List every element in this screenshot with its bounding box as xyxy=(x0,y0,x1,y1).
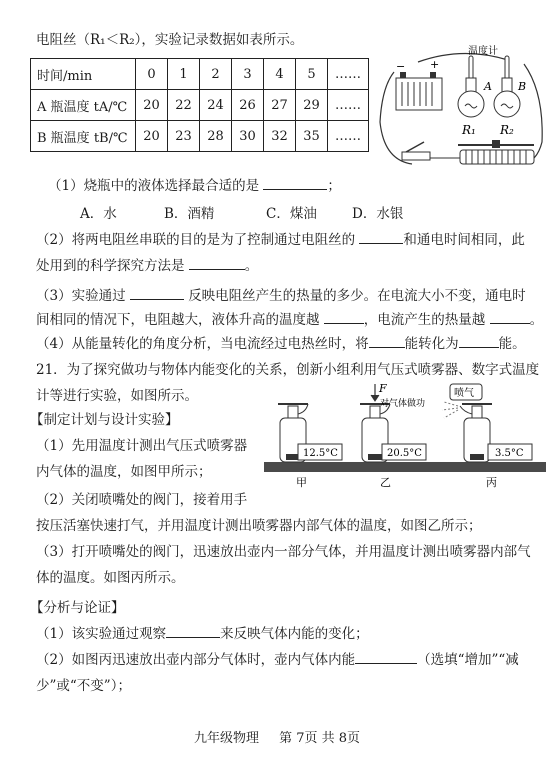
table-cell: 0 xyxy=(136,59,168,90)
page-footer xyxy=(0,727,554,746)
q21-analysis-2-a: （2）如图丙迅速放出壶内部分气体时，壶内气体内能 xyxy=(36,652,356,668)
table-cell: 20 xyxy=(136,90,168,121)
answer-blank[interactable] xyxy=(369,335,405,348)
answer-blank[interactable] xyxy=(166,625,220,638)
table-cell: …… xyxy=(328,90,369,121)
battery-icon xyxy=(396,72,442,110)
table-cell: B 瓶温度 tB/℃ xyxy=(31,121,136,152)
flask-a-label: A xyxy=(484,80,492,93)
q20-part3-text-a: （3）实验通过 xyxy=(36,288,126,304)
table-cell: 24 xyxy=(200,90,232,121)
table-cell: 23 xyxy=(168,121,200,152)
table-cell: …… xyxy=(328,121,369,152)
caption-yi: 乙 xyxy=(380,476,391,489)
table-cell: 1 xyxy=(168,59,200,90)
temp-jia: 12.5°C xyxy=(303,448,338,459)
table-header-row xyxy=(31,59,369,90)
q21-section-analysis: 【分析与论证】 xyxy=(30,600,125,616)
q20-part2-text: （2）将两电阻丝串联的目的是为了控制通过电阻丝的 xyxy=(36,232,356,248)
record-table xyxy=(30,58,369,152)
answer-blank[interactable] xyxy=(355,651,417,664)
spray-icon xyxy=(442,402,458,418)
q20-part2-line2-end: 。 xyxy=(244,258,259,274)
choice-b[interactable]: B．酒精 xyxy=(164,206,215,222)
table-cell: 35 xyxy=(296,121,328,152)
choice-d[interactable]: D．水银 xyxy=(352,206,404,222)
q20-part3-text-b: 反映电阻丝产生的热量的多少。在电流大小不变，通电时 xyxy=(188,288,526,304)
q20-part3-line2-end: 。 xyxy=(529,312,544,328)
q20-part2-line1 xyxy=(36,228,525,248)
table-cell: A 瓶温度 tA/℃ xyxy=(31,90,136,121)
caption-bing: 丙 xyxy=(486,476,497,489)
q20-part2-line2 xyxy=(36,254,258,274)
flask-a-icon xyxy=(458,78,484,117)
flask-b-icon xyxy=(494,78,520,117)
temp-bing: 3.5°C xyxy=(495,448,524,459)
table-cell: 26 xyxy=(232,90,264,121)
q21-step2-line2: 按压活塞快速打气，并用温度计测出喷雾器内部气体的温度，如图乙所示； xyxy=(36,518,482,534)
q21-analysis-2-line2: 少”或“不变”）； xyxy=(36,678,131,694)
choice-a[interactable]: A．水 xyxy=(80,206,117,222)
q20-part1-text: （1）烧瓶中的液体选择最合适的是 xyxy=(48,178,260,194)
q21-analysis-2 xyxy=(36,648,519,668)
q20-part4-end: 能。 xyxy=(498,336,526,352)
q21-analysis-1 xyxy=(36,622,369,642)
flask-b-label: B xyxy=(518,80,527,93)
r1-label: R₁ xyxy=(462,123,476,137)
switch-icon xyxy=(402,142,430,160)
temp-yi: 20.5°C xyxy=(387,448,422,459)
q21-step1-line2: 内气体的温度，如图甲所示； xyxy=(36,464,212,480)
q20-part4 xyxy=(36,332,526,352)
table-cell: 27 xyxy=(264,90,296,121)
table-cell: 28 xyxy=(200,121,232,152)
q20-part1 xyxy=(48,174,341,194)
work-label: 对气体做功 xyxy=(380,399,426,409)
q21-analysis-2-b: （选填“增加”“减 xyxy=(417,652,519,668)
table-cell: 4 xyxy=(264,59,296,90)
table-cell: 22 xyxy=(168,90,200,121)
caption-jia: 甲 xyxy=(296,476,307,489)
battery-plus-label: + xyxy=(430,58,440,71)
rheostat-icon xyxy=(458,140,534,164)
footer-subject: 九年级物理 xyxy=(193,731,259,746)
q20-part3-line2-a: 间相同的情况下，电阻越大，液体升高的温度越 xyxy=(36,312,320,328)
q21-intro-line1: 21．为了探究做功与物体内能变化的关系，创新小组利用气压式喷雾器、数字式温度 xyxy=(36,362,540,378)
table-cell: 30 xyxy=(232,121,264,152)
sprayer-figure xyxy=(262,380,548,490)
q21-step3-line1: （3）打开喷嘴处的阀门，迅速放出壶内一部分气体，并用温度计测出喷雾器内部气 xyxy=(36,544,531,560)
table-cell: 32 xyxy=(264,121,296,152)
thermometer-label: 温度计 xyxy=(468,46,498,57)
q20-intro: 电阻丝（R₁＜R₂），实验记录数据如表所示。 xyxy=(36,32,304,48)
q20-part3-line1 xyxy=(36,284,526,304)
q21-step1-line1: （1）先用温度计测出气压式喷雾器 xyxy=(36,438,248,454)
q20-part2-line2-text: 处用到的科学探究方法是 xyxy=(36,258,185,274)
spray-label: 喷气 xyxy=(454,388,474,399)
footer-page-number: 第 7页 共 8页 xyxy=(279,731,361,746)
table-cell: 2 xyxy=(200,59,232,90)
answer-blank[interactable] xyxy=(324,311,364,324)
table-cell: 20 xyxy=(136,121,168,152)
q20-part3-line2-b: ，电流产生的热量越 xyxy=(363,312,486,328)
answer-blank[interactable] xyxy=(359,231,403,244)
answer-blank[interactable] xyxy=(189,257,245,270)
table-cell: 时间/min xyxy=(31,59,136,90)
answer-blank[interactable] xyxy=(490,311,530,324)
table-cell: 5 xyxy=(296,59,328,90)
sprayer-icon xyxy=(460,404,492,462)
battery-minus-label: − xyxy=(396,60,406,73)
q20-part4-text-a: （4）从能量转化的角度分析，当电流经过电热丝时，将 xyxy=(36,336,369,352)
q20-part4-text-b: 能转化为 xyxy=(404,336,459,352)
answer-blank[interactable] xyxy=(130,287,184,300)
q20-part3-line2 xyxy=(36,308,543,328)
answer-blank[interactable] xyxy=(459,335,499,348)
q20-choices xyxy=(80,202,403,222)
circuit-figure xyxy=(372,42,548,177)
q20-part1-end: ； xyxy=(327,178,341,194)
force-label: F xyxy=(379,382,387,395)
table-row xyxy=(31,90,369,121)
table-cell: 29 xyxy=(296,90,328,121)
q21-analysis-1-b: 来反映气体内能的变化； xyxy=(220,626,369,642)
choice-c[interactable]: C．煤油 xyxy=(266,206,317,222)
q20-part2-text-end: 和通电时间相同，此 xyxy=(403,232,525,248)
q21-intro-line2: 计等进行实验，如图所示。 xyxy=(36,388,198,404)
q21-analysis-1-a: （1）该实验通过观察 xyxy=(36,626,167,642)
r2-label: R₂ xyxy=(500,123,514,137)
table-cell: 3 xyxy=(232,59,264,90)
table-cell: …… xyxy=(328,59,369,90)
answer-blank[interactable] xyxy=(263,177,327,190)
table-row xyxy=(31,121,369,152)
q21-section-plan: 【制定计划与设计实验】 xyxy=(30,412,179,428)
q21-step2-line1: （2）关闭喷嘴处的阀门，接着用手 xyxy=(36,492,248,508)
q21-step3-line2: 体的温度。如图丙所示。 xyxy=(36,570,185,586)
